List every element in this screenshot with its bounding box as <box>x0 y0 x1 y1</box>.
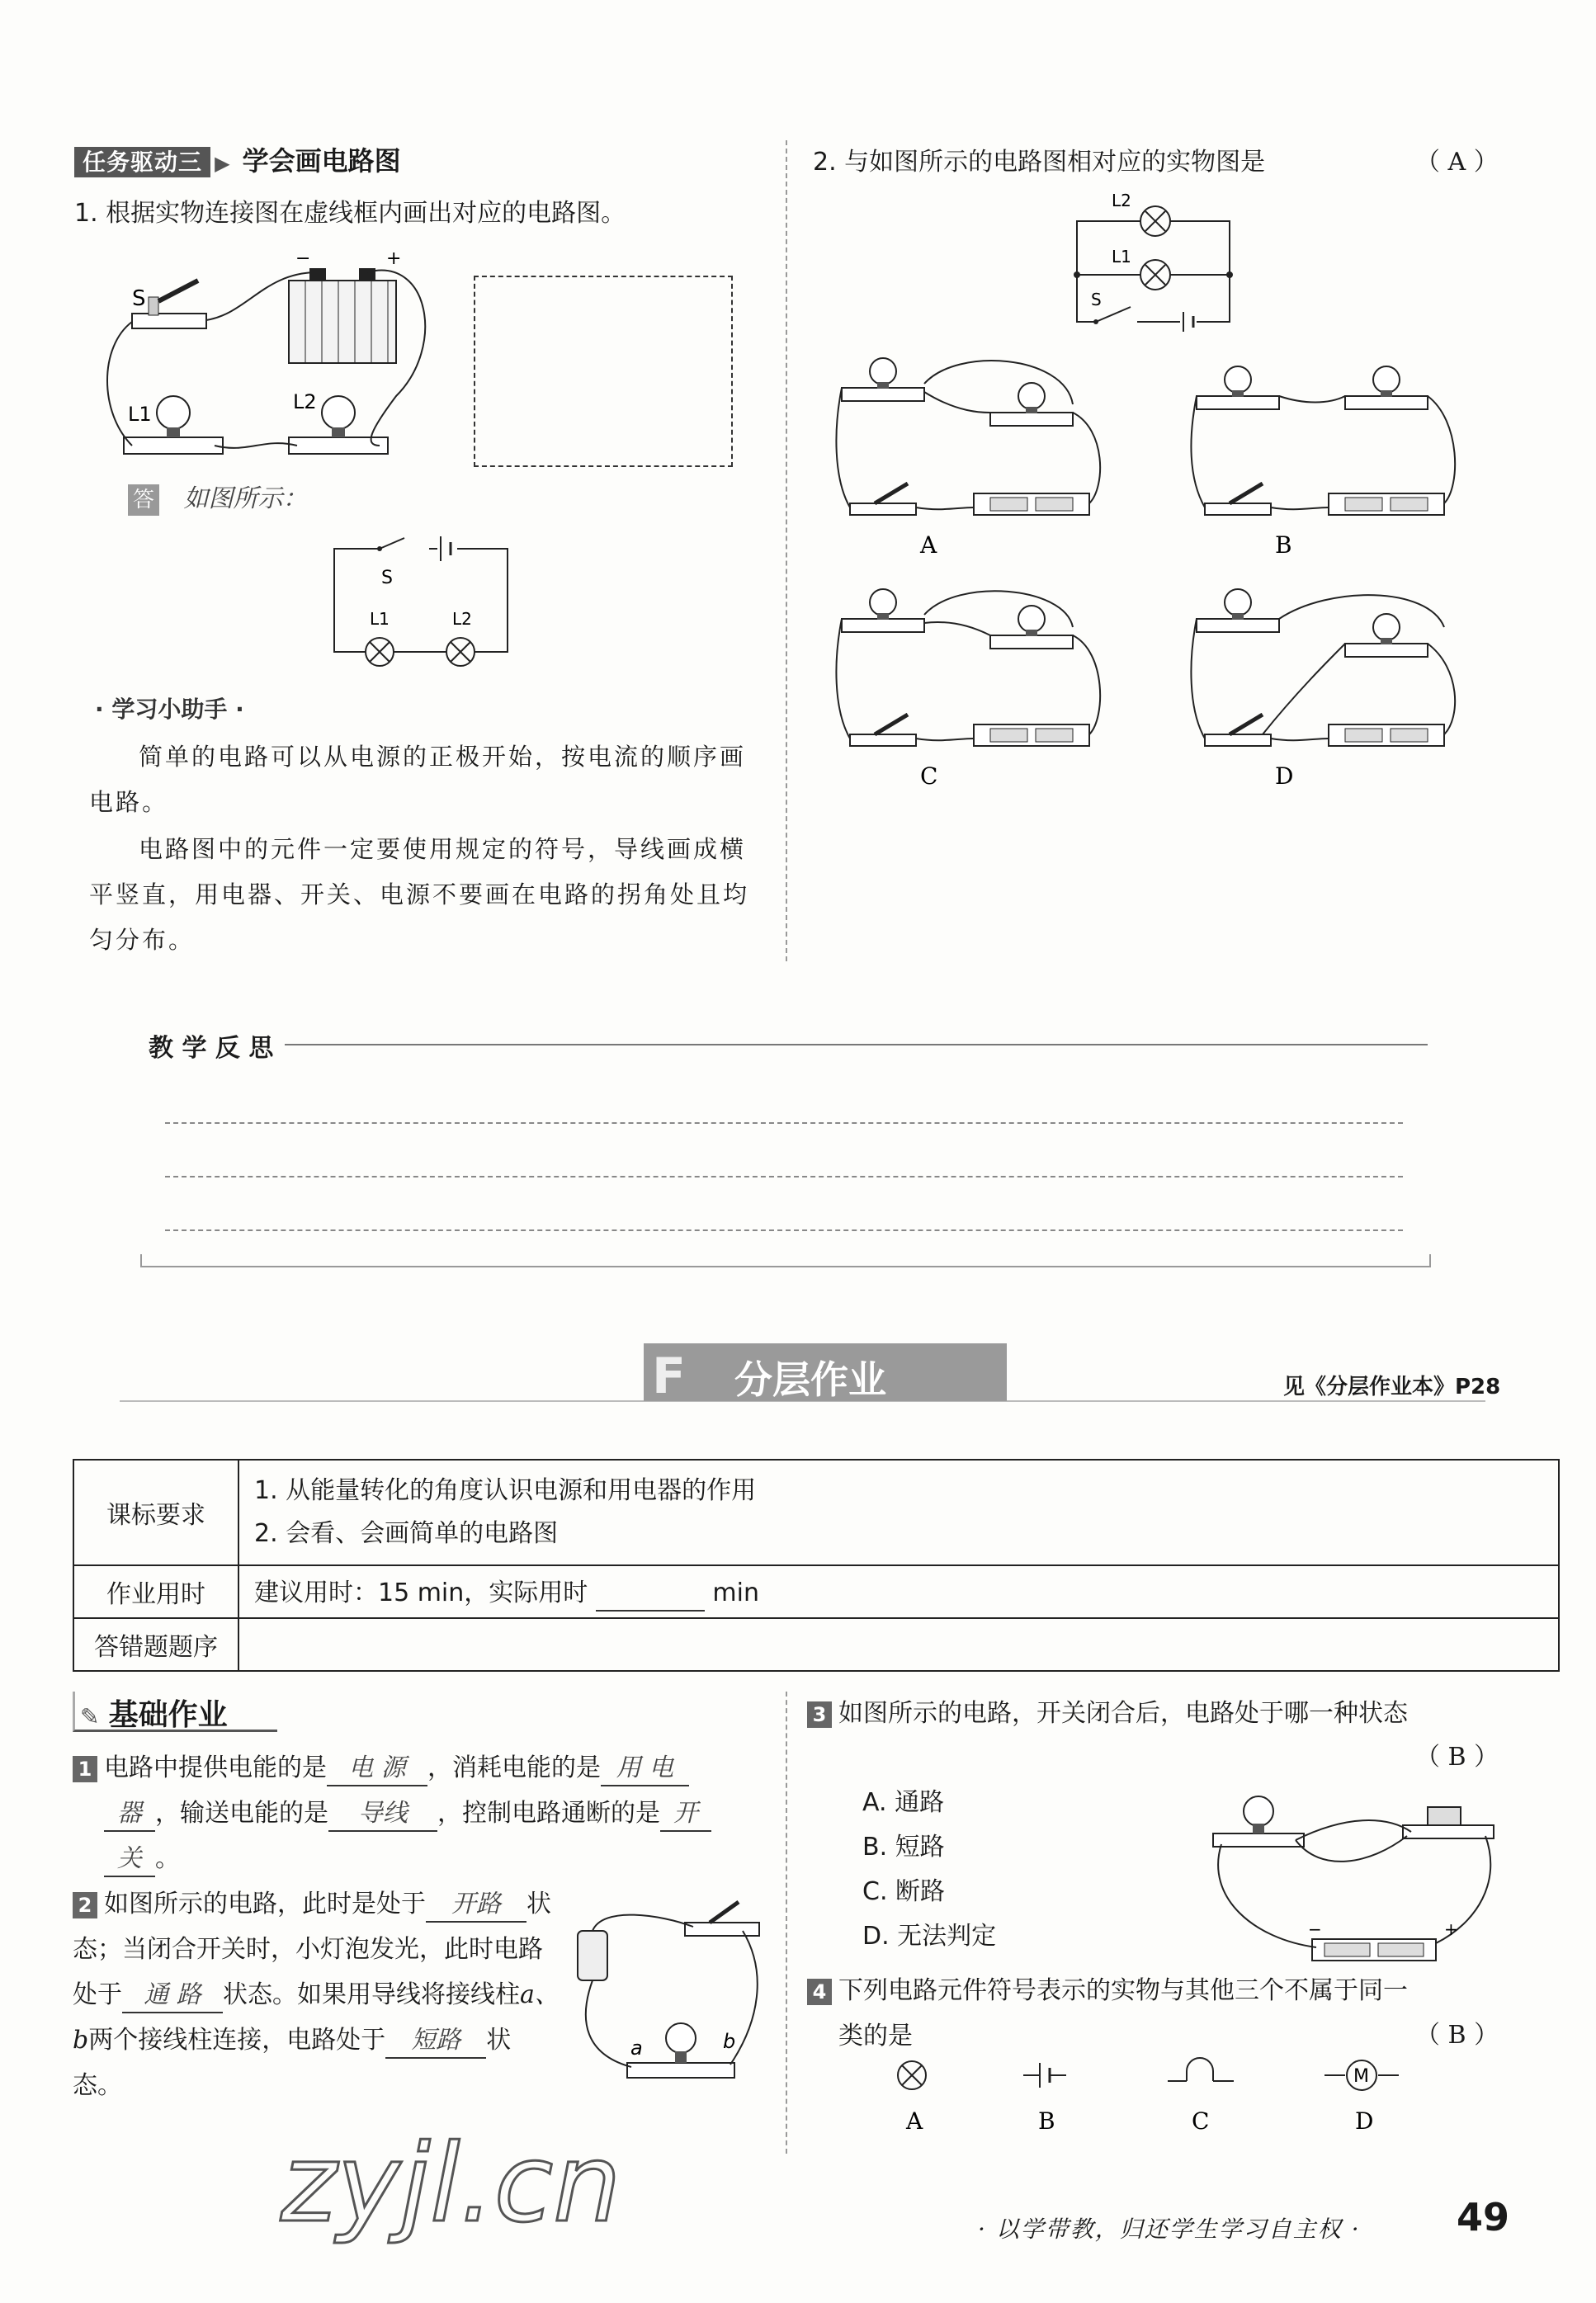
table-head-wrong: 答错题题序 <box>73 1618 238 1671</box>
blank-open-circuit[interactable]: 开路 <box>426 1888 526 1923</box>
drawing-frame <box>474 276 733 467</box>
helper-paragraph-2: 电路图中的元件一定要使用规定的符号，导线画成横平竖直，用电器、开关、电源不要画在电路的拐角处且均匀分布。 <box>89 835 750 954</box>
q1-part-5: 。 <box>155 1844 180 1873</box>
section-header <box>74 140 401 178</box>
time-text: 建议用时：15 min，实际用时 <box>254 1579 588 1607</box>
column-divider-top <box>786 140 787 961</box>
motor-letter: M <box>1353 2066 1369 2087</box>
q2-label-l2: L2 <box>1112 191 1131 210</box>
requirement-line-1: 1. 从能量转化的角度认识电源和用电器的作用 <box>254 1476 757 1505</box>
q2-label-l1: L1 <box>1112 247 1131 267</box>
diagram-label-l1: L1 <box>370 609 390 629</box>
basic-q2 <box>73 1881 560 2108</box>
basic-title: 基础作业 <box>108 1698 228 1732</box>
reflection-line-1[interactable] <box>165 1122 1403 1124</box>
label-l2: L2 <box>293 390 317 413</box>
homework-banner <box>644 1343 1007 1405</box>
pencil-icon: ✎ <box>80 1703 100 1730</box>
q2-part-5: 状态。 <box>73 2026 512 2100</box>
q3-option-c[interactable]: C. 断路 <box>862 1877 946 1906</box>
diagram-label-s: S <box>381 568 393 588</box>
symbol-battery[interactable] <box>1023 2063 1066 2088</box>
q3-label-minus: − <box>1308 1919 1322 1939</box>
label-l1: L1 <box>128 403 152 426</box>
table-cell-time <box>238 1565 1559 1618</box>
reflection-top-line <box>285 1044 1428 1045</box>
blank-wire[interactable]: 导线 <box>328 1797 437 1832</box>
q1-physical-circuit <box>99 248 446 479</box>
lamp-symbol-l1 <box>366 638 394 666</box>
q3-option-b[interactable]: B. 短路 <box>862 1833 945 1862</box>
table-cell-requirement <box>238 1460 1559 1565</box>
q1-part-4: ，控制电路通断的是 <box>437 1799 660 1828</box>
basic-q3-circuit <box>1205 1782 1502 1964</box>
basic-header <box>73 1692 277 1732</box>
q-number-4: 4 <box>807 1979 832 2005</box>
q2-ab: a、b <box>73 1980 560 2055</box>
answer-circuit-diagram <box>330 528 520 660</box>
q-number-1: 1 <box>73 1756 97 1782</box>
q4-symbols <box>875 2055 1469 2145</box>
q2-text: 2. 与如图所示的电路图相对应的实物图是 <box>813 148 1266 177</box>
q2-part-3: 状态。如果用导线将接线柱 <box>223 1980 520 2009</box>
q1-part-2: ，消耗电能的是 <box>427 1753 601 1782</box>
footer-slogan: · 以学带教，归还学生学习自主权 · <box>978 2216 1361 2243</box>
option-b-label: B <box>1275 531 1292 559</box>
label-plus: + <box>386 248 402 269</box>
answer-row <box>128 477 308 521</box>
q2-answer: （ A ） <box>1415 148 1499 177</box>
basic-q3 <box>807 1692 1408 1736</box>
q4-option-c[interactable]: C <box>1192 2107 1210 2135</box>
option-a-circuit <box>836 358 1100 559</box>
q2-part-1: 如图所示的电路，此时是处于 <box>104 1890 426 1918</box>
section-title: 学会画电路图 <box>242 145 401 177</box>
option-a-label: A <box>920 531 937 559</box>
q3-label-plus: + <box>1444 1919 1458 1939</box>
wrong-answers-blank[interactable] <box>238 1618 1559 1671</box>
answer-text: 如图所示： <box>183 484 308 513</box>
blank-closed-circuit[interactable]: 通 路 <box>122 1979 223 2013</box>
q1-part-3: ，输送电能的是 <box>155 1799 328 1828</box>
terminal-a-label: a <box>630 2036 643 2060</box>
helper-paragraph-1: 简单的电路可以从电源的正极开始，按电流的顺序画电路。 <box>89 743 747 816</box>
option-d-circuit <box>1191 589 1455 790</box>
blank-switch-b[interactable]: 关 <box>104 1843 155 1877</box>
requirements-table <box>73 1459 1560 1672</box>
q4-option-d[interactable]: D <box>1355 2107 1374 2135</box>
banner-title: 分层作业 <box>734 1357 886 1402</box>
page-number: 49 <box>1457 2195 1510 2239</box>
q-number-3: 3 <box>807 1701 832 1728</box>
lamp-symbol-l2 <box>446 638 475 666</box>
blank-power-source[interactable]: 电 源 <box>327 1752 427 1786</box>
homework-ref: 见《分层作业本》P28 <box>1283 1375 1501 1399</box>
blank-consumer-a[interactable]: 用 电 <box>601 1752 689 1786</box>
q2-circuit-diagram <box>1073 191 1254 330</box>
symbol-motor[interactable] <box>1324 2060 1399 2090</box>
q4-option-b[interactable]: B <box>1038 2107 1055 2135</box>
option-b-circuit <box>1191 366 1455 559</box>
q4-text-1: 下列电路元件符号表示的实物与其他三个不属于同一 <box>838 1976 1408 2005</box>
option-c-circuit <box>836 589 1100 790</box>
q3-option-d[interactable]: D. 无法判定 <box>862 1922 997 1951</box>
symbol-lamp[interactable] <box>898 2061 926 2089</box>
table-head-requirement: 课标要求 <box>73 1460 238 1565</box>
diagram-label-l2: L2 <box>452 609 472 629</box>
time-unit: min <box>712 1579 759 1607</box>
battery <box>289 268 396 363</box>
answer-mark: 答 <box>128 484 159 516</box>
q4-answer: （ B ） <box>1415 2021 1499 2050</box>
label-s: S <box>132 286 146 311</box>
reflection-title: 教 学 反 思 <box>149 1034 274 1063</box>
symbol-bell[interactable] <box>1168 2058 1234 2081</box>
blank-switch-a[interactable]: 开 <box>660 1797 711 1832</box>
reflection-line-2[interactable] <box>165 1176 1403 1177</box>
q2-part-4: 两个接线柱连接，电路处于 <box>88 2026 386 2055</box>
column-divider-bottom <box>786 1692 787 2154</box>
table-head-time: 作业用时 <box>73 1565 238 1618</box>
option-d-label: D <box>1275 762 1294 790</box>
play-arrow-icon: ▶ <box>215 152 230 175</box>
q3-answer: （ B ） <box>1415 1743 1499 1772</box>
q3-options <box>862 1781 996 1959</box>
q-number-2: 2 <box>73 1892 97 1918</box>
watermark-logo: zyjl.cn <box>281 2121 621 2246</box>
q4-option-a[interactable]: A <box>906 2107 923 2135</box>
helper-title: · 学习小助手 · <box>95 696 244 723</box>
q2-option-circuits <box>833 347 1518 809</box>
q1-part-1: 电路中提供电能的是 <box>104 1753 327 1782</box>
actual-time-blank[interactable] <box>596 1577 705 1612</box>
q2-part-2: 状态；当闭合开关时，小灯泡发光，此时电路处于 <box>73 1890 551 2009</box>
banner-letter-icon: F <box>652 1347 686 1405</box>
basic-q1 <box>73 1745 766 1881</box>
blank-short-circuit[interactable]: 短路 <box>385 2024 486 2059</box>
label-minus: − <box>295 248 311 269</box>
basic-q2-circuit <box>569 1890 767 2088</box>
terminal-b-label: b <box>723 2030 736 2053</box>
q2-label-s: S <box>1091 290 1102 309</box>
option-c-label: C <box>920 762 938 790</box>
q4-text-2: 类的是 <box>838 2022 913 2051</box>
reflection-box-bottom <box>140 1254 1431 1267</box>
q3-text: 如图所示的电路，开关闭合后，电路处于哪一种状态 <box>838 1699 1408 1728</box>
blank-consumer-b[interactable]: 器 <box>104 1797 155 1832</box>
section-tag: 任务驱动三 <box>74 147 210 177</box>
reflection-line-3[interactable] <box>165 1229 1403 1231</box>
q3-option-a[interactable]: A. 通路 <box>862 1788 945 1817</box>
basic-q4 <box>807 1968 1500 2059</box>
requirement-line-2: 2. 会看、会画简单的电路图 <box>254 1519 559 1548</box>
q1-text: 1. 根据实物连接图在虚线框内画出对应的电路图。 <box>74 199 626 228</box>
